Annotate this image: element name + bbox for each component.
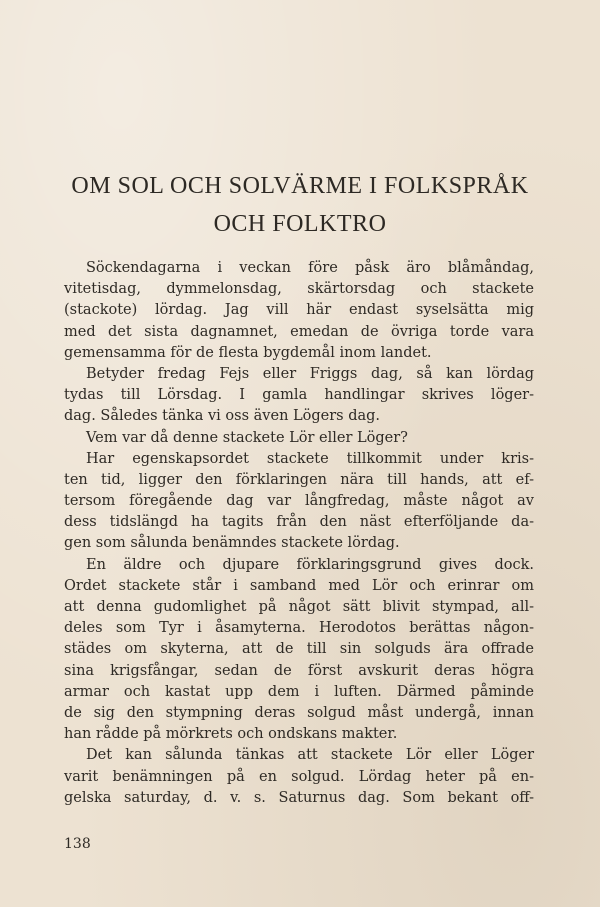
text-line: Söckendagarna i veckan före påsk äro blåmåndag,	[86, 260, 534, 276]
text-line: tersom föregående dag var långfredag, måste något av	[64, 493, 534, 510]
text-line: de sig den stympning deras solgud måst undergå, innan	[64, 704, 534, 721]
chapter-heading-line-2: OCH FOLKTRO	[213, 211, 387, 237]
text-line: städes om skyterna, att de till sin solguds ära offrade	[64, 641, 534, 658]
text-line: gemensamma för de flesta bygdemål inom landet.	[64, 344, 432, 361]
bleed-through-text	[120, 18, 560, 138]
text-line: En äldre och djupare förklaringsgrund gives dock.	[86, 556, 534, 573]
text-line: tydas till Lörsdag. I gamla handlingar skrives löger-	[64, 387, 534, 404]
text-line: gen som sålunda benämndes stackete lördag.	[64, 535, 400, 552]
text-line: Har egenskapsordet stackete tillkommit under kris-	[86, 450, 534, 467]
text-line: ten tid, ligger den förklaringen nära till hands, att ef-	[64, 471, 534, 488]
text-line: han rådde på mörkrets och ondskans makter.	[64, 726, 398, 743]
text-line: Det kan sålunda tänkas att stackete Lör eller Löger	[86, 747, 534, 764]
text-line: med det sista dagnamnet, emedan de övriga torde vara	[64, 323, 534, 340]
text-line: dag. Således tänka vi oss även Lögers dag.	[64, 408, 381, 425]
text-line: att denna gudomlighet på något sätt blivit stympad, all-	[64, 599, 534, 615]
page-number: 138	[64, 836, 91, 852]
text-line: gelska saturday, d. v. s. Saturnus dag. Som bekant off-	[64, 789, 534, 806]
body-text	[64, 258, 534, 809]
text-line: (stackote) lördag. Jag vill här endast syselsätta mig	[64, 302, 534, 319]
chapter-heading-line-1: OM SOL OCH SOLVÄRME I FOLKSPRÅK	[71, 173, 529, 199]
text-line: Betyder fredag Fejs eller Friggs dag, så kan lördag	[86, 365, 534, 382]
text-line: Vem var då denne stackete Lör eller Löger?	[86, 429, 408, 446]
text-line: Ordet stackete står i samband med Lör och erinrar om	[64, 577, 534, 594]
text-line: vitetisdag, dymmelonsdag, skärtorsdag och stackete	[64, 281, 534, 298]
text-line: deles som Tyr i åsamyterna. Herodotos berättas någon-	[64, 620, 534, 637]
text-line: varit benämningen på en solgud. Lördag heter på en-	[64, 768, 534, 785]
text-line: armar och kastat upp dem i luften. Därmed påminde	[64, 683, 534, 700]
text-line: sina krigsfångar, sedan de först avskurit deras högra	[64, 662, 534, 679]
text-line: dess tidslängd ha tagits från den näst efterföljande da-	[64, 514, 534, 531]
